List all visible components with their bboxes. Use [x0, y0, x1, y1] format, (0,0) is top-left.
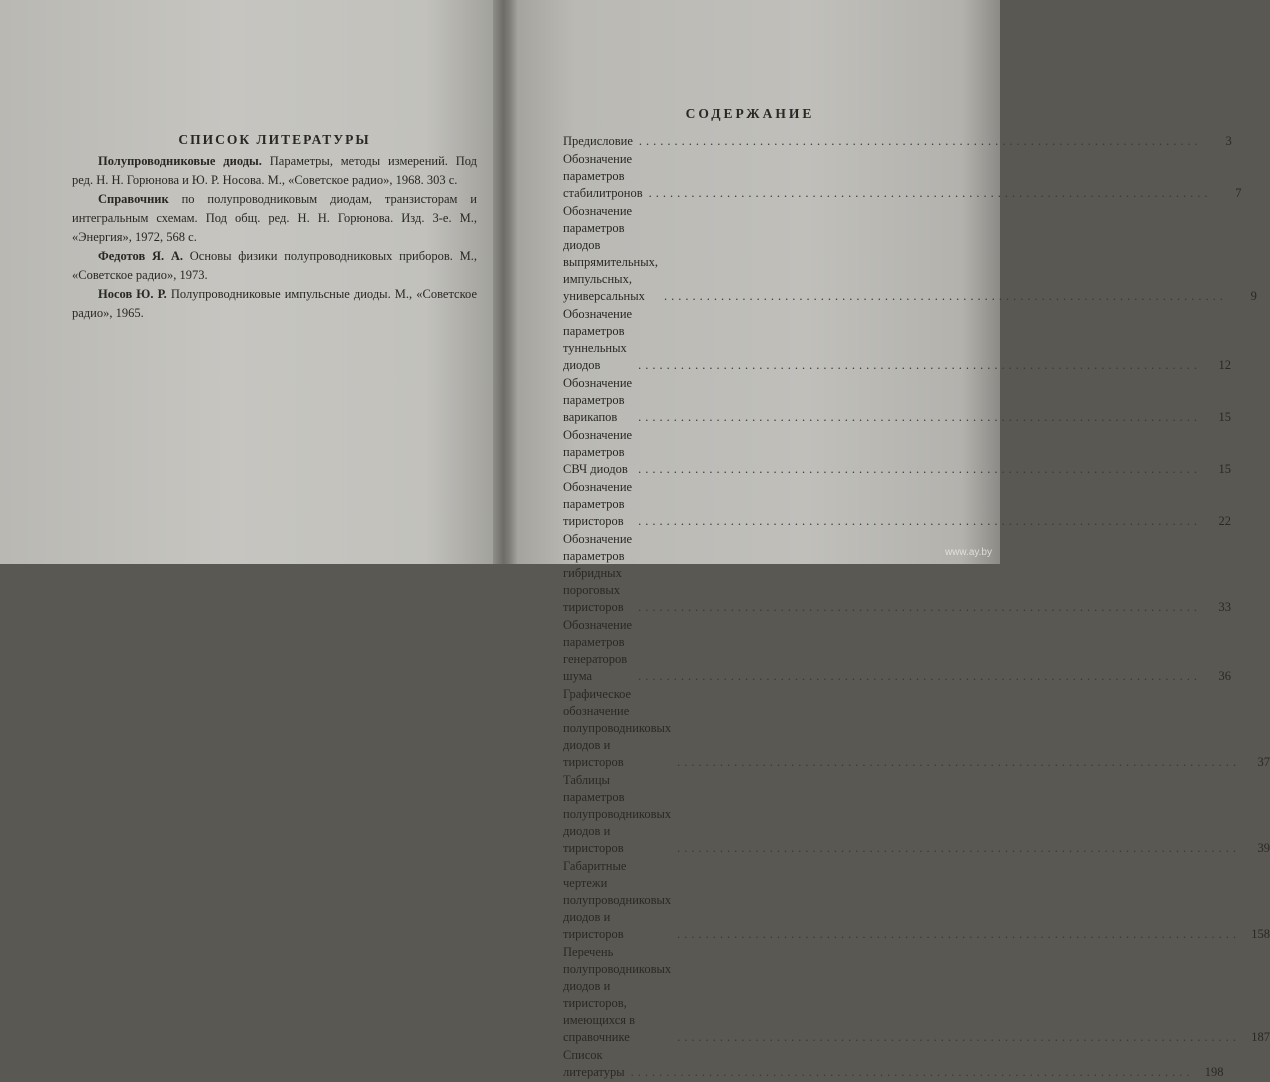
toc-item-page: 37 — [1257, 755, 1270, 769]
bibliography-author: Носов Ю. Р. — [98, 287, 167, 301]
toc-item — [563, 306, 1231, 374]
toc-leader: ............................................................................... — [638, 134, 1202, 148]
toc-leader: ............................................................................... — [638, 600, 1201, 614]
toc-item-label: Список литературы — [563, 1048, 625, 1079]
toc-item-label: Обозначение параметров гибридных пороговых тиристоров — [563, 532, 633, 614]
toc-leader: ............................................................................... — [630, 1065, 1194, 1079]
toc-leader: ............................................................................... — [638, 410, 1201, 424]
toc-item-label: Обозначение параметров туннельных диодов — [563, 307, 633, 372]
toc-leader: ............................................................................... — [638, 514, 1201, 528]
toc-item-page: 158 — [1251, 927, 1270, 941]
bibliography-text: Полупроводниковые импульсные диоды. М., «Советское радио», 1965. — [72, 287, 477, 320]
toc-item — [563, 375, 1231, 426]
toc-item-page: 15 — [1218, 462, 1231, 476]
toc-leader: ............................................................................... — [677, 927, 1241, 941]
book-gutter — [493, 0, 519, 564]
toc-item-page: 198 — [1204, 1065, 1224, 1079]
toc-item-label: Предисловие — [563, 134, 633, 148]
bibliography-text: по полупроводниковым диодам, транзисторам и интегральным схемам. Под общ. ред. Н. Н. Горюнова. Изд. 3-е. М., «Энергия», 1972, 568 с. — [72, 192, 477, 244]
toc-item-label: Обозначение параметров диодов выпрямительных, импульсных, универсальных — [563, 204, 659, 303]
toc-item-label: Обозначение параметров тиристоров — [563, 480, 633, 528]
bibliography-entry — [72, 190, 477, 247]
toc-item-label: Обозначение параметров СВЧ диодов — [563, 428, 633, 476]
bibliography-section — [72, 130, 477, 323]
toc-item — [563, 772, 1270, 857]
bibliography-text: Основы физики полупроводниковых приборов. М., «Советское радио», 1973. — [72, 249, 477, 282]
toc-leader: ............................................................................... — [648, 186, 1212, 200]
watermark-text: www.ay.by — [944, 547, 992, 558]
bibliography-text: Параметры, методы измерений. Под ред. Н. Н. Горюнова и Ю. Р. Носова. М., «Советское радио», 1968. 303 с. — [72, 154, 477, 187]
toc-item-page: 9 — [1250, 289, 1257, 303]
bibliography-author: Справочник — [98, 192, 169, 206]
toc-item — [563, 203, 1257, 305]
toc-item — [563, 686, 1270, 771]
toc-item-page: 3 — [1225, 134, 1232, 148]
toc-item — [563, 1047, 1224, 1081]
toc-leader: ............................................................................... — [677, 1030, 1241, 1044]
toc-item-label: Таблицы параметров полупроводниковых диодов и тиристоров — [563, 773, 672, 855]
toc-item-label: Перечень полупроводниковых диодов и тиристоров, имеющихся в справочнике — [563, 945, 672, 1044]
toc-item-page: 7 — [1235, 186, 1242, 200]
bibliography-entry — [72, 247, 477, 285]
toc-item-page: 39 — [1257, 841, 1270, 855]
toc-item-label: Графическое обозначение полупроводниковых диодов и тиристоров — [563, 687, 672, 769]
toc-leader: ............................................................................... — [638, 669, 1201, 683]
toc-title: СОДЕРЖАНИЕ — [685, 106, 815, 121]
toc-item-page: 22 — [1218, 514, 1231, 528]
toc-item-label: Габаритные чертежи полупроводниковых диодов и тиристоров — [563, 859, 672, 941]
bibliography-entry — [72, 152, 477, 190]
toc-item — [563, 617, 1231, 685]
bibliography-title: СПИСОК ЛИТЕРАТУРЫ — [178, 132, 371, 147]
toc-item-page: 187 — [1251, 1030, 1270, 1044]
toc-item — [563, 151, 1242, 202]
toc-leader: ............................................................................... — [677, 755, 1241, 769]
toc-leader: ............................................................................... — [638, 462, 1201, 476]
toc-item-label: Обозначение параметров генераторов шума — [563, 618, 633, 683]
toc-leader: ............................................................................... — [664, 289, 1227, 303]
toc-item — [563, 133, 1232, 150]
toc-item — [563, 858, 1270, 943]
toc-item-label: Обозначение параметров варикапов — [563, 376, 633, 424]
bibliography-author: Полупроводниковые диоды. — [98, 154, 262, 168]
toc-item-page: 36 — [1218, 669, 1231, 683]
toc-item — [563, 427, 1231, 478]
toc-item — [563, 944, 1270, 1046]
bibliography-author: Федотов Я. А. — [98, 249, 183, 263]
toc-item-page: 12 — [1218, 358, 1231, 372]
toc-leader: ............................................................................... — [638, 358, 1201, 372]
toc-leader: ............................................................................... — [677, 841, 1241, 855]
toc-item — [563, 479, 1231, 530]
bibliography-entry — [72, 285, 477, 323]
toc-item-page: 33 — [1218, 600, 1231, 614]
toc-item-page: 15 — [1218, 410, 1231, 424]
toc-item-label: Обозначение параметров стабилитронов — [563, 152, 643, 200]
